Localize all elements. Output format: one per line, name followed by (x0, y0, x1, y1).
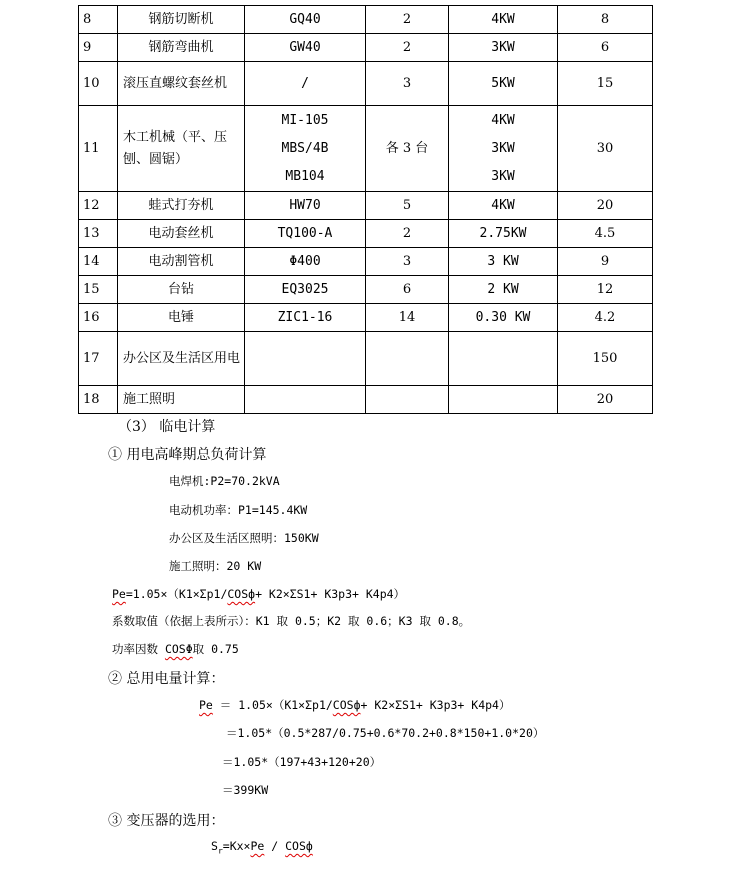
total-power-cell: 4.5 (558, 220, 653, 248)
model-cell: HW70 (245, 192, 366, 220)
pe-formula-part-b: + K2×ΣS1+ K3p3+ K4p4） (255, 587, 406, 601)
cos-symbol-3: COSф (285, 839, 313, 853)
row-number-cell: 13 (79, 220, 118, 248)
row-number-cell: 18 (79, 386, 118, 414)
power-line: 4KW (491, 112, 515, 128)
equipment-name-cell: 电动割管机 (118, 248, 245, 276)
load-item-motor: 电动机功率：P1=145.4KW (169, 503, 308, 517)
total-power-cell: 15 (558, 62, 653, 106)
equipment-name-cell: 施工照明 (118, 386, 245, 414)
quantity-cell: 5 (366, 192, 449, 220)
model-cell: Φ400 (245, 248, 366, 276)
row-number-cell: 16 (79, 304, 118, 332)
model-cell: / (245, 62, 366, 106)
row-number-cell: 14 (79, 248, 118, 276)
cos-symbol: COSф (227, 587, 256, 601)
total-power-cell: 12 (558, 276, 653, 304)
table-row (79, 332, 653, 386)
load-item-welder: 电焊机:P2=70.2kVA (169, 474, 280, 488)
total-power-cell: 4.2 (558, 304, 653, 332)
transformer-formula (211, 839, 313, 855)
row-number-cell: 15 (79, 276, 118, 304)
total-power-cell: 30 (558, 106, 653, 192)
step1-heading: ① 用电高峰期总负荷计算 (108, 447, 267, 463)
pe-formula-part-a: =1.05×（K1×Σp1/ (125, 587, 228, 601)
row-number-cell: 11 (79, 106, 118, 192)
load-item-lighting: 施工照明：20 KW (169, 559, 262, 573)
quantity-cell (366, 386, 449, 414)
model-cell: ZIC1-16 (245, 304, 366, 332)
power-line: 3KW (491, 140, 515, 156)
table-row (79, 192, 653, 220)
table-row (79, 276, 653, 304)
transformer-s: S (211, 839, 218, 853)
total-formula-line2: ＝1.05*（0.5*287/0.75+0.6*70.2+0.8*150+1.0*20） (226, 726, 545, 740)
power-cell: 3 KW (449, 248, 558, 276)
row-number-cell: 9 (79, 34, 118, 62)
model-line: MBS/4B (281, 140, 329, 156)
equipment-name-cell: 电动套丝机 (118, 220, 245, 248)
quantity-cell: 各 3 台 (366, 106, 449, 192)
power-factor-cos: COSΦ (164, 642, 193, 656)
row-number-cell: 12 (79, 192, 118, 220)
table-row (79, 6, 653, 34)
power-factor-text (112, 641, 239, 657)
transformer-s-sub: r (217, 846, 223, 856)
total-power-cell: 8 (558, 6, 653, 34)
cos-symbol-2: COSф (332, 698, 361, 712)
equipment-name-cell: 钢筋切断机 (118, 6, 245, 34)
load-item-office: 办公区及生活区照明：150KW (169, 531, 319, 545)
transformer-slash: / (264, 839, 286, 853)
model-cell: TQ100-A (245, 220, 366, 248)
row-number-cell: 17 (79, 332, 118, 386)
power-cell (449, 386, 558, 414)
total-formula-line1 (199, 697, 510, 713)
total-power-cell: 20 (558, 386, 653, 414)
equipment-name-cell: 蛙式打夯机 (118, 192, 245, 220)
section-title: （3） 临电计算 (118, 419, 216, 435)
quantity-cell: 14 (366, 304, 449, 332)
step2-heading: ② 总用电量计算： (108, 671, 225, 687)
equipment-name-cell: 办公区及生活区用电 (118, 332, 245, 386)
power-cell: 2.75KW (449, 220, 558, 248)
total-power-cell: 9 (558, 248, 653, 276)
equipment-name-cell: 钢筋弯曲机 (118, 34, 245, 62)
transformer-mid: =Kx× (222, 839, 251, 853)
quantity-cell: 6 (366, 276, 449, 304)
power-cell: 4KW (449, 6, 558, 34)
power-cell: 0.30 KW (449, 304, 558, 332)
table-row (79, 62, 653, 106)
power-cell: 3KW (449, 34, 558, 62)
equipment-name-cell: 电锤 (118, 304, 245, 332)
table-row (79, 304, 653, 332)
total-formula-line4: ＝399KW (222, 783, 269, 797)
equipment-name-cell: 木工机械（平、压刨、圆锯） (118, 106, 245, 192)
equipment-table (78, 5, 653, 414)
model-cell: GQ40 (245, 6, 366, 34)
power-factor-suffix: 取 0.75 (192, 642, 239, 656)
power-cell (449, 106, 558, 192)
model-cell: EQ3025 (245, 276, 366, 304)
table-row (79, 34, 653, 62)
coefficients-text: 系数取值（依据上表所示）：K1 取 0.5；K2 取 0.6；K3 取 0.8。 (112, 614, 471, 628)
quantity-cell: 2 (366, 34, 449, 62)
total-line1-part-a: ＝ 1.05×（K1×Σp1/ (212, 698, 333, 712)
pe-symbol: Pe (112, 587, 126, 601)
model-cell (245, 386, 366, 414)
quantity-cell: 3 (366, 62, 449, 106)
pe-symbol-2: Pe (199, 698, 213, 712)
power-factor-prefix: 功率因数 (112, 642, 165, 656)
pe-formula (112, 586, 405, 602)
total-line1-part-b: + K2×ΣS1+ K3p3+ K4p4） (360, 698, 511, 712)
table-row (79, 220, 653, 248)
quantity-cell: 3 (366, 248, 449, 276)
power-cell (449, 332, 558, 386)
model-line: MB104 (285, 168, 325, 184)
table-row (79, 386, 653, 414)
total-power-cell: 150 (558, 332, 653, 386)
total-power-cell: 6 (558, 34, 653, 62)
total-formula-line3: ＝1.05*（197+43+120+20） (222, 755, 382, 769)
table-row (79, 248, 653, 276)
step3-heading: ③ 变压器的选用： (108, 813, 225, 829)
model-cell (245, 332, 366, 386)
quantity-cell (366, 332, 449, 386)
row-number-cell: 8 (79, 6, 118, 34)
model-line: MI-105 (281, 112, 329, 128)
pe-symbol-3: Pe (250, 839, 265, 853)
total-power-cell: 20 (558, 192, 653, 220)
row-number-cell: 10 (79, 62, 118, 106)
model-cell (245, 106, 366, 192)
table-row (79, 106, 653, 192)
quantity-cell: 2 (366, 220, 449, 248)
equipment-name-cell: 台钻 (118, 276, 245, 304)
power-cell: 2 KW (449, 276, 558, 304)
equipment-name-cell: 滚压直螺纹套丝机 (118, 62, 245, 106)
power-cell: 4KW (449, 192, 558, 220)
power-line: 3KW (491, 168, 515, 184)
quantity-cell: 2 (366, 6, 449, 34)
power-cell: 5KW (449, 62, 558, 106)
model-cell: GW40 (245, 34, 366, 62)
